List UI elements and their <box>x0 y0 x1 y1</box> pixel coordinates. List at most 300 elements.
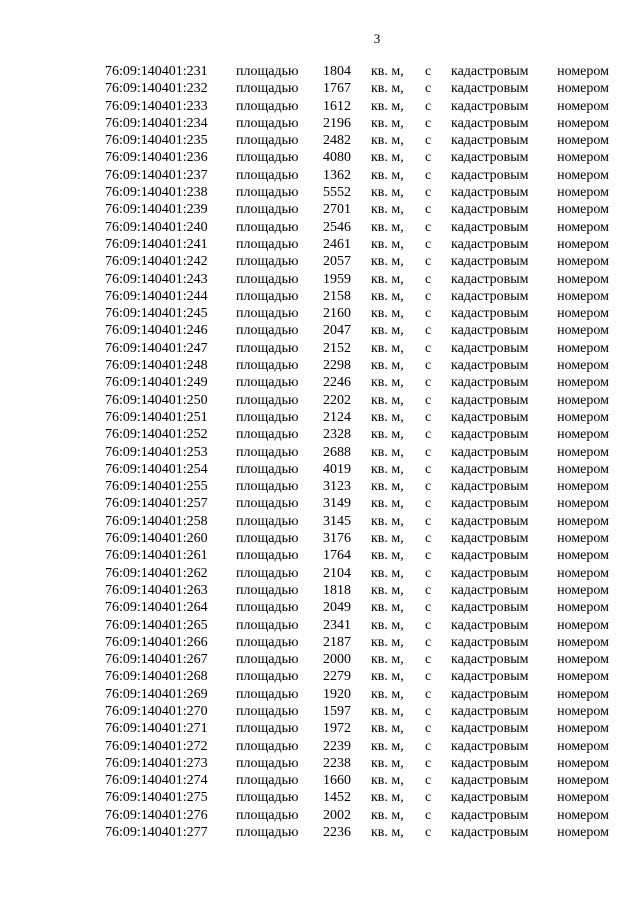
list-item <box>0 374 640 391</box>
area-value: 2002 <box>323 807 351 823</box>
number-word: номером <box>557 115 609 131</box>
area-value: 2236 <box>323 825 351 841</box>
cadastral-number: 76:09:140401:234 <box>105 115 208 131</box>
number-word: номером <box>557 617 609 633</box>
number-word: номером <box>557 634 609 650</box>
area-unit: кв. м, <box>371 617 404 633</box>
area-word: площадью <box>236 81 299 97</box>
cadastral-number: 76:09:140401:232 <box>105 81 208 97</box>
area-word: площадью <box>236 825 299 841</box>
area-unit: кв. м, <box>371 461 404 477</box>
preposition: с <box>425 115 432 131</box>
area-word: площадью <box>236 582 299 598</box>
list-item <box>0 824 640 841</box>
area-unit: кв. м, <box>371 565 404 581</box>
area-unit: кв. м, <box>371 288 404 304</box>
cadastral-number: 76:09:140401:241 <box>105 236 208 252</box>
cadastral-number: 76:09:140401:258 <box>105 513 208 529</box>
area-word: площадью <box>236 755 299 771</box>
area-value: 2047 <box>323 323 351 339</box>
preposition: с <box>425 738 432 754</box>
area-value: 1764 <box>323 548 351 564</box>
area-value: 2688 <box>323 444 351 460</box>
cadastral-number: 76:09:140401:273 <box>105 755 208 771</box>
preposition: с <box>425 98 432 114</box>
area-value: 2238 <box>323 755 351 771</box>
area-value: 1362 <box>323 167 351 183</box>
number-word: номером <box>557 98 609 114</box>
number-word: номером <box>557 738 609 754</box>
area-word: площадью <box>236 703 299 719</box>
cadastral-word: кадастровым <box>451 409 529 425</box>
page-number: 3 <box>373 31 381 46</box>
preposition: с <box>425 773 432 789</box>
number-word: номером <box>557 392 609 408</box>
list-item <box>0 807 640 824</box>
list-item <box>0 392 640 409</box>
cadastral-number: 76:09:140401:250 <box>105 392 208 408</box>
area-word: площадью <box>236 427 299 443</box>
preposition: с <box>425 427 432 443</box>
area-unit: кв. м, <box>371 582 404 598</box>
cadastral-number: 76:09:140401:262 <box>105 565 208 581</box>
area-value: 2202 <box>323 392 351 408</box>
number-word: номером <box>557 790 609 806</box>
area-word: площадью <box>236 807 299 823</box>
list-item <box>0 582 640 599</box>
cadastral-number: 76:09:140401:245 <box>105 306 208 322</box>
preposition: с <box>425 479 432 495</box>
area-unit: кв. м, <box>371 825 404 841</box>
list-item <box>0 115 640 132</box>
cadastral-word: кадастровым <box>451 686 529 702</box>
area-word: площадью <box>236 652 299 668</box>
cadastral-number: 76:09:140401:266 <box>105 634 208 650</box>
preposition: с <box>425 600 432 616</box>
cadastral-number: 76:09:140401:277 <box>105 825 208 841</box>
area-value: 1452 <box>323 790 351 806</box>
area-unit: кв. м, <box>371 807 404 823</box>
area-value: 2049 <box>323 600 351 616</box>
preposition: с <box>425 669 432 685</box>
area-unit: кв. м, <box>371 427 404 443</box>
cadastral-number: 76:09:140401:246 <box>105 323 208 339</box>
preposition: с <box>425 375 432 391</box>
list-item <box>0 288 640 305</box>
area-unit: кв. м, <box>371 306 404 322</box>
preposition: с <box>425 703 432 719</box>
number-word: номером <box>557 669 609 685</box>
area-value: 1660 <box>323 773 351 789</box>
cadastral-word: кадастровым <box>451 479 529 495</box>
area-value: 4019 <box>323 461 351 477</box>
list-item <box>0 201 640 218</box>
list-item <box>0 634 640 651</box>
number-word: номером <box>557 409 609 425</box>
area-value: 2246 <box>323 375 351 391</box>
area-unit: кв. м, <box>371 479 404 495</box>
area-unit: кв. м, <box>371 167 404 183</box>
preposition: с <box>425 790 432 806</box>
preposition: с <box>425 444 432 460</box>
preposition: с <box>425 271 432 287</box>
area-unit: кв. м, <box>371 254 404 270</box>
number-word: номером <box>557 461 609 477</box>
cadastral-number: 76:09:140401:276 <box>105 807 208 823</box>
area-unit: кв. м, <box>371 81 404 97</box>
cadastral-number: 76:09:140401:248 <box>105 358 208 374</box>
cadastral-word: кадастровым <box>451 375 529 391</box>
cadastral-word: кадастровым <box>451 64 529 79</box>
area-value: 1767 <box>323 81 351 97</box>
number-word: номером <box>557 185 609 201</box>
area-unit: кв. м, <box>371 219 404 235</box>
area-word: площадью <box>236 115 299 131</box>
number-word: номером <box>557 306 609 322</box>
area-unit: кв. м, <box>371 531 404 547</box>
area-value: 1972 <box>323 721 351 737</box>
preposition: с <box>425 548 432 564</box>
number-word: номером <box>557 565 609 581</box>
area-unit: кв. м, <box>371 409 404 425</box>
preposition: с <box>425 185 432 201</box>
number-word: номером <box>557 133 609 149</box>
cadastral-word: кадастровым <box>451 81 529 97</box>
area-unit: кв. м, <box>371 790 404 806</box>
number-word: номером <box>557 807 609 823</box>
area-unit: кв. м, <box>371 98 404 114</box>
area-unit: кв. м, <box>371 375 404 391</box>
area-word: площадью <box>236 565 299 581</box>
area-unit: кв. м, <box>371 202 404 218</box>
cadastral-number: 76:09:140401:272 <box>105 738 208 754</box>
list-item <box>0 565 640 582</box>
area-value: 2000 <box>323 652 351 668</box>
area-unit: кв. м, <box>371 634 404 650</box>
number-word: номером <box>557 548 609 564</box>
area-value: 2461 <box>323 236 351 252</box>
area-value: 2057 <box>323 254 351 270</box>
cadastral-word: кадастровым <box>451 565 529 581</box>
list-item <box>0 599 640 616</box>
cadastral-number: 76:09:140401:257 <box>105 496 208 512</box>
area-word: площадью <box>236 531 299 547</box>
cadastral-number: 76:09:140401:238 <box>105 185 208 201</box>
cadastral-number: 76:09:140401:264 <box>105 600 208 616</box>
preposition: с <box>425 582 432 598</box>
area-unit: кв. м, <box>371 323 404 339</box>
preposition: с <box>425 634 432 650</box>
list-item <box>0 305 640 322</box>
area-word: площадью <box>236 790 299 806</box>
number-word: номером <box>557 202 609 218</box>
list-item <box>0 495 640 512</box>
cadastral-word: кадастровым <box>451 531 529 547</box>
area-unit: кв. м, <box>371 236 404 252</box>
cadastral-number: 76:09:140401:251 <box>105 409 208 425</box>
list-item <box>0 236 640 253</box>
preposition: с <box>425 721 432 737</box>
number-word: номером <box>557 686 609 702</box>
area-word: площадью <box>236 271 299 287</box>
number-word: номером <box>557 167 609 183</box>
area-word: площадью <box>236 236 299 252</box>
list-item <box>0 738 640 755</box>
number-word: номером <box>557 755 609 771</box>
number-word: номером <box>557 600 609 616</box>
area-value: 1597 <box>323 703 351 719</box>
number-word: номером <box>557 496 609 512</box>
area-word: площадью <box>236 773 299 789</box>
preposition: с <box>425 565 432 581</box>
list-item <box>0 789 640 806</box>
cadastral-word: кадастровым <box>451 358 529 374</box>
cadastral-number: 76:09:140401:255 <box>105 479 208 495</box>
cadastral-word: кадастровым <box>451 721 529 737</box>
number-word: номером <box>557 652 609 668</box>
cadastral-number: 76:09:140401:236 <box>105 150 208 166</box>
area-unit: кв. м, <box>371 686 404 702</box>
cadastral-word: кадастровым <box>451 150 529 166</box>
area-unit: кв. м, <box>371 703 404 719</box>
cadastral-word: кадастровым <box>451 790 529 806</box>
area-word: площадью <box>236 64 299 79</box>
cadastral-word: кадастровым <box>451 669 529 685</box>
area-word: площадью <box>236 496 299 512</box>
cadastral-word: кадастровым <box>451 392 529 408</box>
cadastral-number: 76:09:140401:275 <box>105 790 208 806</box>
preposition: с <box>425 288 432 304</box>
area-word: площадью <box>236 669 299 685</box>
list-item <box>0 703 640 720</box>
area-unit: кв. м, <box>371 773 404 789</box>
preposition: с <box>425 461 432 477</box>
area-word: площадью <box>236 409 299 425</box>
area-value: 2341 <box>323 617 351 633</box>
cadastral-word: кадастровым <box>451 185 529 201</box>
list-item <box>0 755 640 772</box>
area-value: 3176 <box>323 531 351 547</box>
number-word: номером <box>557 375 609 391</box>
area-value: 1920 <box>323 686 351 702</box>
list-item <box>0 444 640 461</box>
list-item <box>0 184 640 201</box>
cadastral-number: 76:09:140401:260 <box>105 531 208 547</box>
cadastral-word: кадастровым <box>451 738 529 754</box>
area-value: 1818 <box>323 582 351 598</box>
area-value: 2104 <box>323 565 351 581</box>
area-unit: кв. м, <box>371 64 404 79</box>
list-item <box>0 219 640 236</box>
cadastral-word: кадастровым <box>451 461 529 477</box>
cadastral-word: кадастровым <box>451 513 529 529</box>
number-word: номером <box>557 288 609 304</box>
area-word: площадью <box>236 185 299 201</box>
preposition: с <box>425 150 432 166</box>
list-item <box>0 686 640 703</box>
area-value: 2187 <box>323 634 351 650</box>
list-item <box>0 132 640 149</box>
list-item <box>0 720 640 737</box>
number-word: номером <box>557 513 609 529</box>
list-item <box>0 80 640 97</box>
area-value: 2279 <box>323 669 351 685</box>
area-value: 5552 <box>323 185 351 201</box>
area-word: площадью <box>236 600 299 616</box>
list-item <box>0 478 640 495</box>
list-item <box>0 513 640 530</box>
area-unit: кв. м, <box>371 600 404 616</box>
area-word: площадью <box>236 548 299 564</box>
preposition: с <box>425 64 432 79</box>
number-word: номером <box>557 427 609 443</box>
area-unit: кв. м, <box>371 548 404 564</box>
cadastral-word: кадастровым <box>451 634 529 650</box>
number-word: номером <box>557 825 609 841</box>
cadastral-number: 76:09:140401:243 <box>105 271 208 287</box>
area-word: площадью <box>236 323 299 339</box>
preposition: с <box>425 306 432 322</box>
number-word: номером <box>557 703 609 719</box>
cadastral-number: 76:09:140401:254 <box>105 461 208 477</box>
area-word: площадью <box>236 461 299 477</box>
preposition: с <box>425 358 432 374</box>
cadastral-word: кадастровым <box>451 202 529 218</box>
list-item <box>0 357 640 374</box>
preposition: с <box>425 167 432 183</box>
preposition: с <box>425 807 432 823</box>
area-word: площадью <box>236 254 299 270</box>
cadastral-number: 76:09:140401:240 <box>105 219 208 235</box>
area-value: 2160 <box>323 306 351 322</box>
cadastral-word: кадастровым <box>451 236 529 252</box>
cadastral-number: 76:09:140401:268 <box>105 669 208 685</box>
area-word: площадью <box>236 133 299 149</box>
cadastral-number: 76:09:140401:244 <box>105 288 208 304</box>
preposition: с <box>425 133 432 149</box>
cadastral-number: 76:09:140401:235 <box>105 133 208 149</box>
preposition: с <box>425 254 432 270</box>
preposition: с <box>425 496 432 512</box>
cadastral-word: кадастровым <box>451 617 529 633</box>
area-word: площадью <box>236 288 299 304</box>
number-word: номером <box>557 358 609 374</box>
area-word: площадью <box>236 686 299 702</box>
area-word: площадью <box>236 358 299 374</box>
number-word: номером <box>557 773 609 789</box>
cadastral-word: кадастровым <box>451 323 529 339</box>
preposition: с <box>425 202 432 218</box>
number-word: номером <box>557 444 609 460</box>
cadastral-word: кадастровым <box>451 427 529 443</box>
cadastral-word: кадастровым <box>451 271 529 287</box>
area-value: 2124 <box>323 409 351 425</box>
cadastral-word: кадастровым <box>451 288 529 304</box>
area-word: площадью <box>236 375 299 391</box>
area-unit: кв. м, <box>371 150 404 166</box>
number-word: номером <box>557 219 609 235</box>
cadastral-word: кадастровым <box>451 600 529 616</box>
list-item <box>0 63 640 80</box>
list-item <box>0 547 640 564</box>
preposition: с <box>425 323 432 339</box>
area-value: 2158 <box>323 288 351 304</box>
area-unit: кв. м, <box>371 358 404 374</box>
area-unit: кв. м, <box>371 115 404 131</box>
area-value: 2701 <box>323 202 351 218</box>
preposition: с <box>425 219 432 235</box>
preposition: с <box>425 652 432 668</box>
area-word: площадью <box>236 738 299 754</box>
cadastral-number: 76:09:140401:270 <box>105 703 208 719</box>
area-unit: кв. м, <box>371 185 404 201</box>
area-unit: кв. м, <box>371 496 404 512</box>
number-word: номером <box>557 271 609 287</box>
cadastral-word: кадастровым <box>451 825 529 841</box>
area-word: площадью <box>236 444 299 460</box>
area-word: площадью <box>236 306 299 322</box>
list-item <box>0 271 640 288</box>
cadastral-number: 76:09:140401:242 <box>105 254 208 270</box>
cadastral-word: кадастровым <box>451 703 529 719</box>
list-item <box>0 461 640 478</box>
list-item <box>0 772 640 789</box>
number-word: номером <box>557 254 609 270</box>
cadastral-number: 76:09:140401:247 <box>105 340 208 356</box>
cadastral-word: кадастровым <box>451 444 529 460</box>
cadastral-word: кадастровым <box>451 652 529 668</box>
list-item <box>0 167 640 184</box>
list-item <box>0 253 640 270</box>
cadastral-word: кадастровым <box>451 340 529 356</box>
list-item <box>0 651 640 668</box>
cadastral-word: кадастровым <box>451 755 529 771</box>
list-item <box>0 340 640 357</box>
area-value: 3123 <box>323 479 351 495</box>
area-value: 2546 <box>323 219 351 235</box>
area-word: площадью <box>236 219 299 235</box>
area-unit: кв. м, <box>371 721 404 737</box>
cadastral-word: кадастровым <box>451 133 529 149</box>
list-item <box>0 530 640 547</box>
list-item <box>0 668 640 685</box>
list-item <box>0 98 640 115</box>
area-value: 1959 <box>323 271 351 287</box>
cadastral-word: кадастровым <box>451 306 529 322</box>
cadastral-number: 76:09:140401:269 <box>105 686 208 702</box>
area-word: площадью <box>236 513 299 529</box>
preposition: с <box>425 340 432 356</box>
cadastral-word: кадастровым <box>451 582 529 598</box>
area-value: 2196 <box>323 115 351 131</box>
area-value: 4080 <box>323 150 351 166</box>
list-item <box>0 426 640 443</box>
area-value: 2239 <box>323 738 351 754</box>
number-word: номером <box>557 340 609 356</box>
preposition: с <box>425 755 432 771</box>
number-word: номером <box>557 479 609 495</box>
cadastral-word: кадастровым <box>451 807 529 823</box>
area-word: площадью <box>236 721 299 737</box>
area-unit: кв. м, <box>371 133 404 149</box>
area-unit: кв. м, <box>371 755 404 771</box>
list-item <box>0 149 640 166</box>
area-unit: кв. м, <box>371 738 404 754</box>
area-unit: кв. м, <box>371 652 404 668</box>
area-unit: кв. м, <box>371 513 404 529</box>
preposition: с <box>425 513 432 529</box>
area-value: 2298 <box>323 358 351 374</box>
